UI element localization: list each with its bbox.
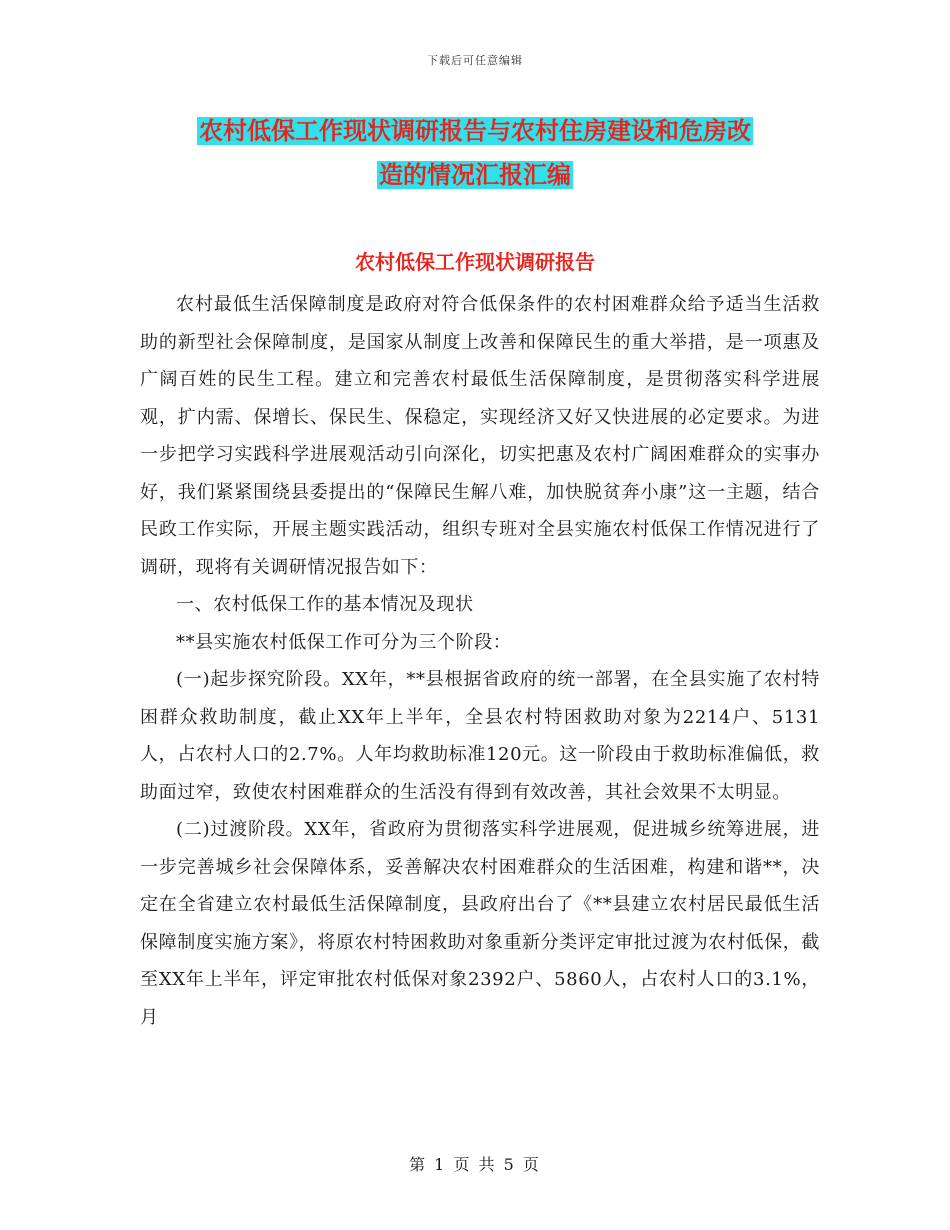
main-title-text-1: 农村低保工作现状调研报告与农村住房建设和危房改 <box>199 117 751 145</box>
document-body <box>140 286 820 1036</box>
main-title-line-2 <box>0 156 950 194</box>
main-title-line-1 <box>0 112 950 150</box>
paragraph-intro: 农村最低生活保障制度是政府对符合低保条件的农村困难群众给予适当生活救助的新型社会保障制度，是国家从制度上改善和保障民生的重大举措，是一项惠及广阔百姓的民生工程。建立和完善农村最低生活保障制度，是贯彻落实科学进展观，扩内需、保增长、保民生、保稳定，实现经济又好又快进展的必定要求。为进一步把学习实践科学进展观活动引向深化，切实把惠及农村广阔困难群众的实事办好，我们紧紧围绕县委提出的“保障民生解八难，加快脱贫奔小康”这一主题，结合民政工作实际，开展主题实践活动，组织专班对全县实施农村低保工作情况进行了调研，现将有关调研情况报告如下： <box>140 294 820 578</box>
main-title-text-2: 造的情况汇报汇编 <box>379 161 571 189</box>
header-note: 下载后可任意编辑 <box>427 54 523 67</box>
paragraph-stages: **县实施农村低保工作可分为三个阶段： <box>176 631 512 653</box>
page-footer: 第 1 页 共 5 页 <box>409 1155 541 1174</box>
section-title: 农村低保工作现状调研报告 <box>355 250 595 274</box>
paragraph-heading-1: 一、农村低保工作的基本情况及现状 <box>176 594 474 615</box>
paragraph-stage-2: (二)过渡阶段。XX年，省政府为贯彻落实科学进展观，促进城乡统筹进展，进一步完善城乡社会保障体系，妥善解决农村困难群众的生活困难，构建和谐**，决定在全省建立农村最低生活保障制度，县政府出台了《**县建立农村居民最低生活保障制度实施方案》，将原农村特困救助对象重新分类评定审批过渡为农村低保，截至XX年上半年，评定审批农村低保对象2392户、5860人，占农村人口的3.1%，月 <box>140 819 820 1028</box>
paragraph-stage-1: (一)起步探究阶段。XX年，**县根据省政府的统一部署，在全县实施了农村特困群众救助制度，截止XX年上半年，全县农村特困救助对象为2214户、5131人，占农村人口的2.7%。人年均救助标准120元。这一阶段由于救助标准偏低，救助面过窄，致使农村困难群众的生活没有得到有效改善，其社会效果不太明显。 <box>140 669 820 803</box>
